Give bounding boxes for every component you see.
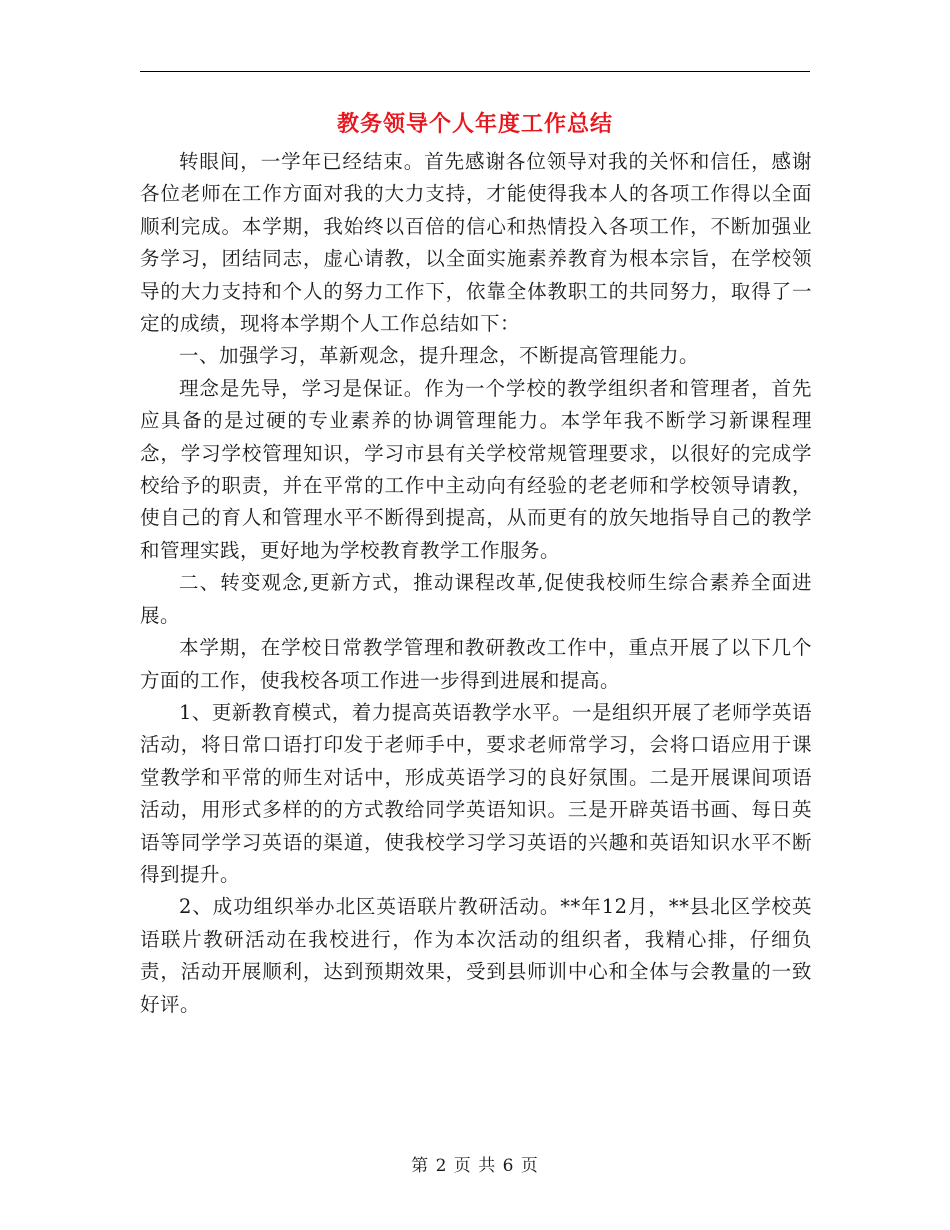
paragraph-item-1: 1、更新教育模式，着力提高英语教学水平。一是组织开展了老师学英语活动，将日常口语打印发于老师手中，要求老师常学习，会将口语应用于课堂教学和平常的师生对话中，形成英语学习的良好氛围。二是开展课间项语活动，用形式多样的的方式教给同学英语知识。三是开辟英语书画、每日英语等同学学习英语的渠道，使我校学习学习英语的兴趣和英语知识水平不断得到提升。: [140, 700, 812, 886]
document-title: 教务领导个人年度工作总结: [336, 111, 613, 137]
paragraph-section-2-intro: 本学期，在学校日常教学管理和教研教改工作中，重点开展了以下几个方面的工作，使我校各项工作进一步得到进展和提高。: [140, 636, 812, 692]
paragraph-section-1-body: 理念是先导，学习是保证。作为一个学校的教学组织者和管理者，首先应具备的是过硬的专业素养的协调管理能力。本学年我不断学习新课程理念，学习学校管理知识，学习市县有关学校常规管理要求，以很好的完成学校给予的职责，并在平常的工作中主动向有经验的老老师和学校领导请教，使自己的育人和管理水平不断得到提高，从而更有的放矢地指导自己的教学和管理实践，更好地为学校教育教学工作服务。: [140, 376, 812, 562]
paragraph-intro: 转眼间，一学年已经结束。首先感谢各位领导对我的关怀和信任，感谢各位老师在工作方面对我的大力支持，才能使得我本人的各项工作得以全面顺利完成。本学期，我始终以百倍的信心和热情投入各项工作，不断加强业务学习，团结同志，虚心请教，以全面实施素养教育为根本宗旨，在学校领导的大力支持和个人的努力工作下，依靠全体教职工的共同努力，取得了一定的成绩，现将本学期个人工作总结如下：: [140, 150, 812, 336]
paragraph-item-2: 2、成功组织举办北区英语联片教研活动。**年12月，**县北区学校英语联片教研活动在我校进行，作为本次活动的组织者，我精心排，仔细负责，活动开展顺利，达到预期效果，受到县师训中心和全体与会教量的一致好评。: [140, 895, 812, 1016]
document-body: [140, 146, 812, 1021]
paragraph-section-2-heading: 二、转变观念,更新方式，推动课程改革,促使我校师生综合素养全面进展。: [140, 571, 812, 627]
paragraph-section-1-heading: 一、加强学习，革新观念，提升理念，不断提高管理能力。: [179, 344, 700, 368]
header-rule: [140, 71, 810, 72]
page-number-footer: 第 2 页 共 6 页: [411, 1156, 539, 1176]
